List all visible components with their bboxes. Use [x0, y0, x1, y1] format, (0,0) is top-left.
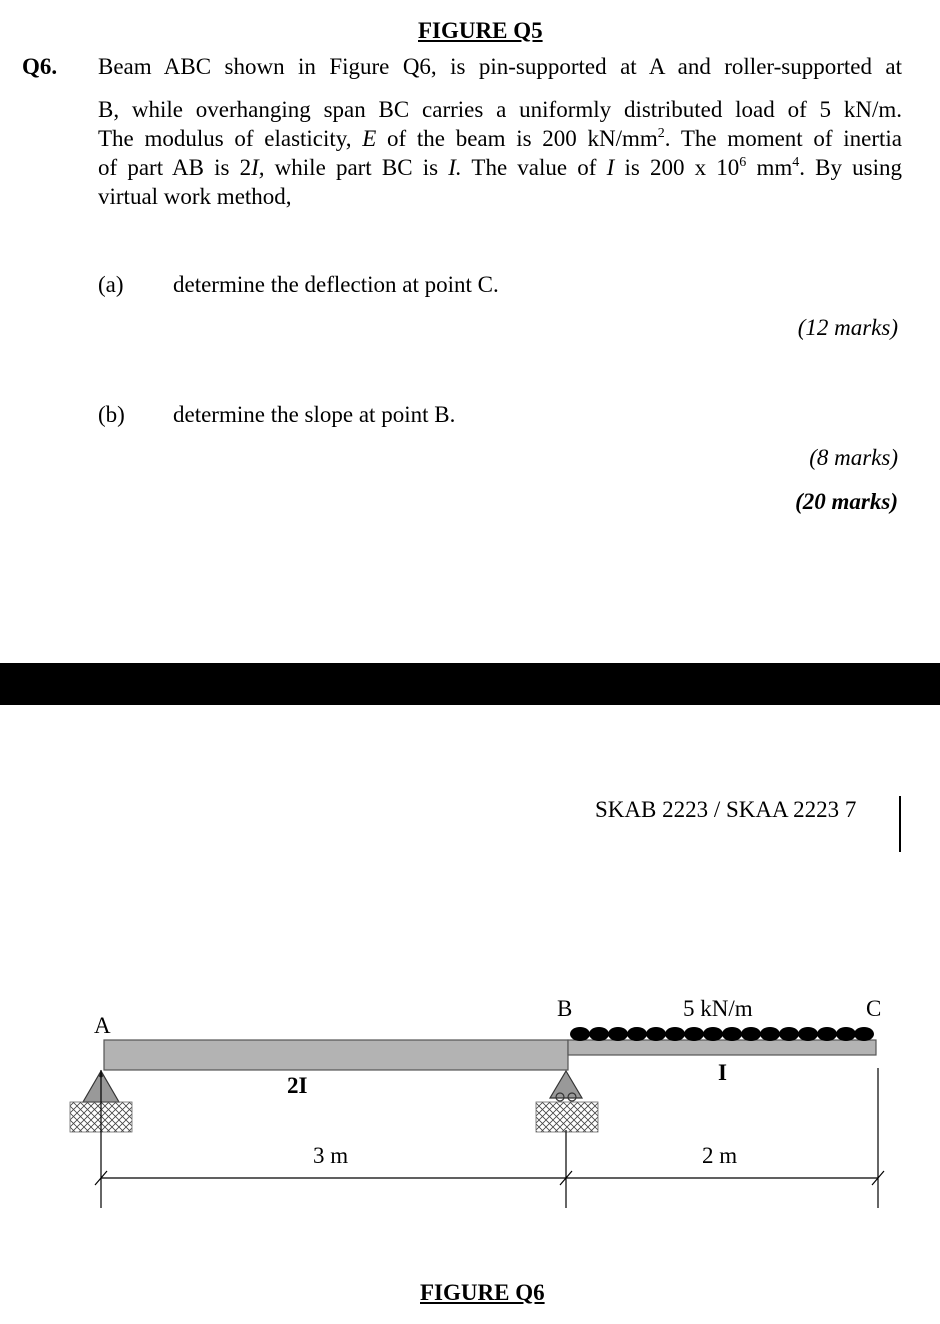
question-line-2: B, while overhanging span BC carries a uniformly distributed load of 5 kN/m.: [98, 97, 902, 122]
span-label-bc: 2 m: [702, 1143, 738, 1168]
part-a-text: determine the deflection at point C.: [173, 272, 499, 297]
figure-q5-caption: FIGURE Q5: [418, 18, 543, 43]
inertia-label-ab: 2I: [287, 1073, 308, 1098]
label-b: B: [557, 996, 573, 1021]
roller-support-icon: [536, 1071, 598, 1132]
part-a-marks: (12 marks): [797, 315, 898, 340]
part-a-label: (a): [98, 272, 124, 297]
question-number: Q6.: [22, 54, 58, 79]
label-c: C: [866, 996, 882, 1021]
part-b-label: (b): [98, 402, 125, 427]
inertia-label-bc: I: [718, 1060, 727, 1085]
label-a: A: [94, 1013, 111, 1038]
page-code: SKAB 2223 / SKAA 2223 7: [595, 797, 857, 822]
total-marks: (20 marks): [795, 489, 898, 514]
load-label: 5 kN/m: [683, 996, 753, 1021]
span-label-ab: 3 m: [313, 1143, 349, 1168]
question-line-1: Beam ABC shown in Figure Q6, is pin-supported at A and roller-supported at: [98, 54, 902, 79]
question-line-5: virtual work method,: [98, 184, 292, 209]
question-line-3: The modulus of elasticity, E of the beam is 200 $kN/mm^2$. The moment of inertia: [98, 126, 903, 151]
part-b-marks: (8 marks): [809, 445, 898, 470]
beam-segment-ab: [104, 1040, 568, 1070]
figure-q6-caption: FIGURE Q6: [420, 1280, 545, 1305]
distributed-load: [570, 1027, 874, 1041]
beam-segment-bc: [568, 1040, 876, 1055]
question-line-4: of part AB is 2I, while part BC is I. The value of I is 200 x $10^6$ $mm^4$. By using: [98, 155, 902, 180]
part-b-text: determine the slope at point B.: [173, 402, 456, 427]
